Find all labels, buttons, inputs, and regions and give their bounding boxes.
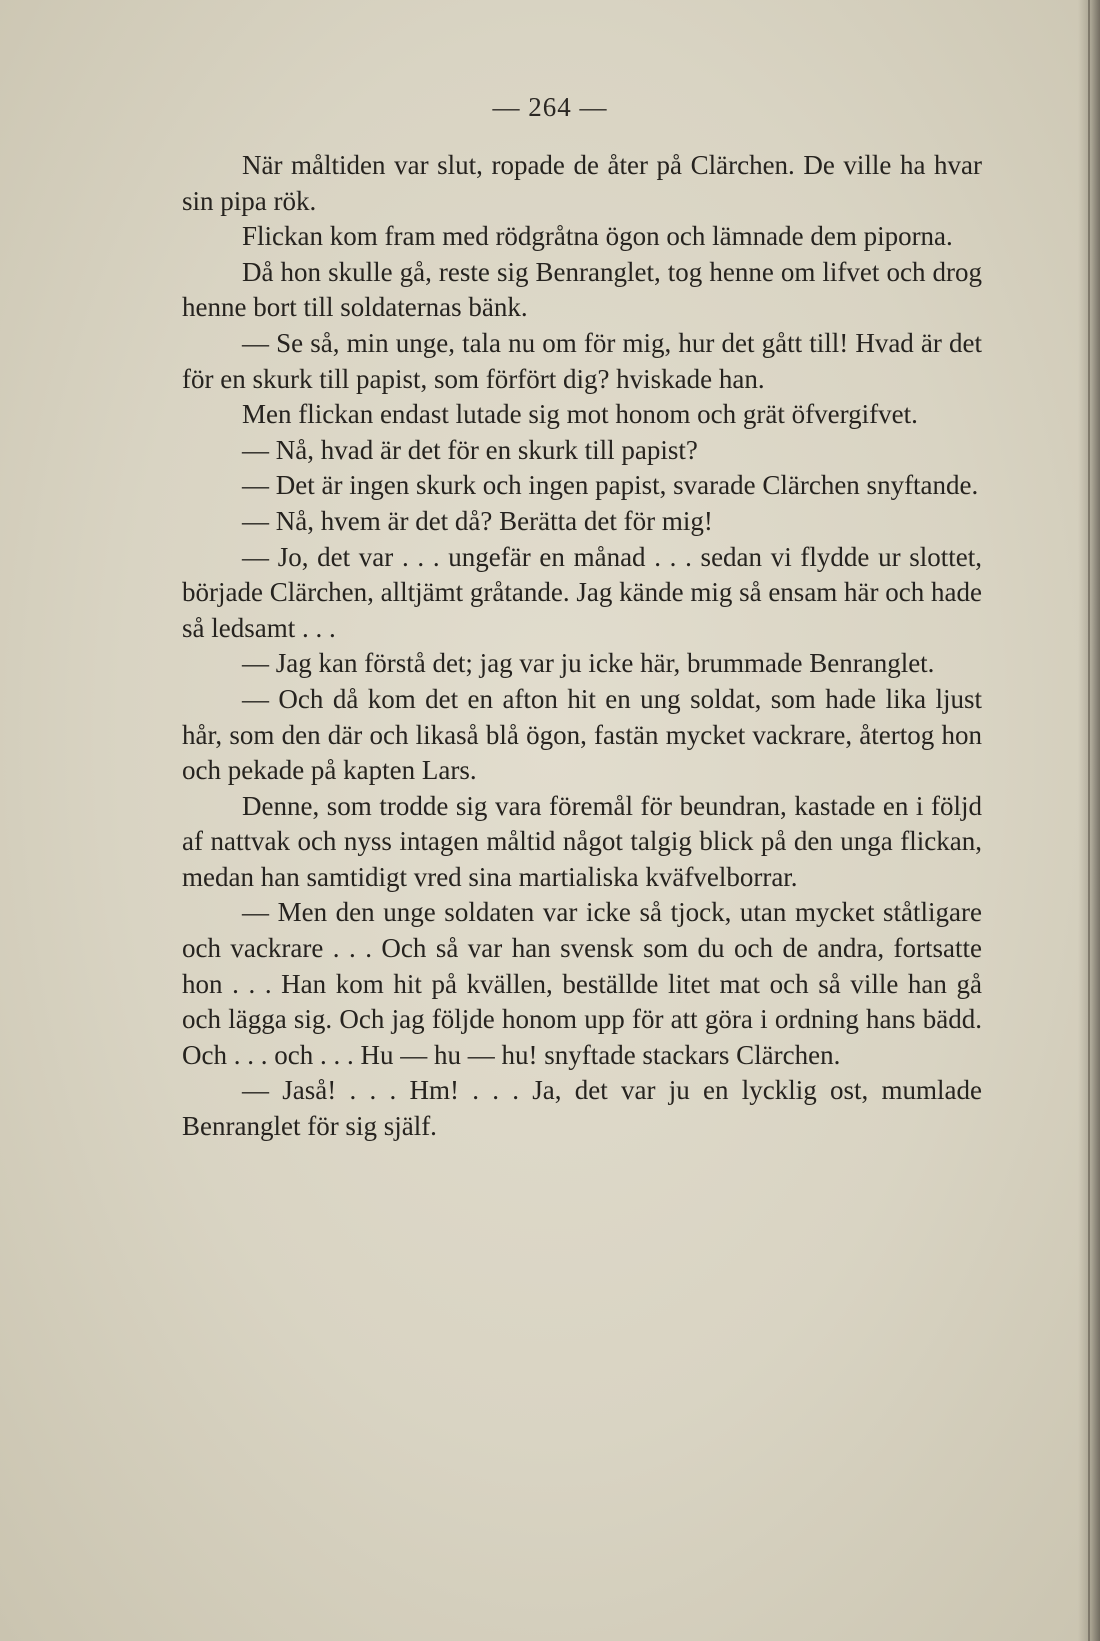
paragraph-10: — Jag kan förstå det; jag var ju icke här, brummade Benranglet. [242, 648, 935, 679]
paragraph-1: När måltiden var slut, ropade de åter på Clärchen. De ville ha hvar sin pipa rök. [182, 150, 982, 216]
paragraph-4: — Se så, min unge, tala nu om för mig, hur det gått till! Hvad är det för en skurk till papist, som förfört dig? hviskade han. [182, 327, 982, 394]
page-edge [1088, 0, 1090, 1641]
paragraph-12: Denne, som trodde sig vara föremål för beundran, kastade en i följd af nattvak och nyss intagen måltid något talgig blick på den unga flickan, medan han samtidigt vred sina martialiska kväfvelborrar. [182, 790, 982, 892]
paragraph-7: — Det är ingen skurk och ingen papist, svarade Clärchen snyftande. [242, 470, 979, 501]
paragraph-13: — Men den unge soldaten var icke så tjock, utan mycket ståtligare och vackrare . . . Och så var han svensk som du och de andra, fortsatte hon . . . Han kom hit på kvällen, beställde litet mat och så ville han gå och lägga sig. Och jag följde honom upp för att göra i ordning hans bädd. Och . . . och . . . Hu — hu — hu! snyftade stackars Clärchen. [182, 897, 982, 1070]
paragraph-8: — Nå, hvem är det då? Berätta det för mig! [242, 505, 713, 536]
page-number: — 264 — [492, 92, 608, 122]
paragraph-2: Flickan kom fram med rödgråtna ögon och lämnade dem piporna. [242, 221, 953, 252]
paragraph-6: — Nå, hvad är det för en skurk till papist? [242, 434, 698, 465]
paragraph-9: — Jo, det var . . . ungefär en månad . . . sedan vi flydde ur slottet, började Clärchen, alltjämt gråtande. Jag kände mig så ensam här och hade så ledsamt . . . [182, 541, 982, 643]
paragraph-3: Då hon skulle gå, reste sig Benranglet, tog henne om lifvet och drog henne bort till soldaternas bänk. [182, 256, 982, 323]
paragraph-5: Men flickan endast lutade sig mot honom och grät öfvergifvet. [242, 399, 918, 430]
paragraph-11: — Och då kom det en afton hit en ung soldat, som hade lika ljust hår, som den där och likaså blå ögon, fastän mycket vackrare, återtog hon och pekade på kapten Lars. [182, 683, 982, 786]
page-text [182, 148, 982, 1145]
paragraph-14: — Jaså! . . . Hm! . . . Ja, det var ju en lycklig ost, mumlade Benranglet för sig själf. [182, 1075, 982, 1142]
